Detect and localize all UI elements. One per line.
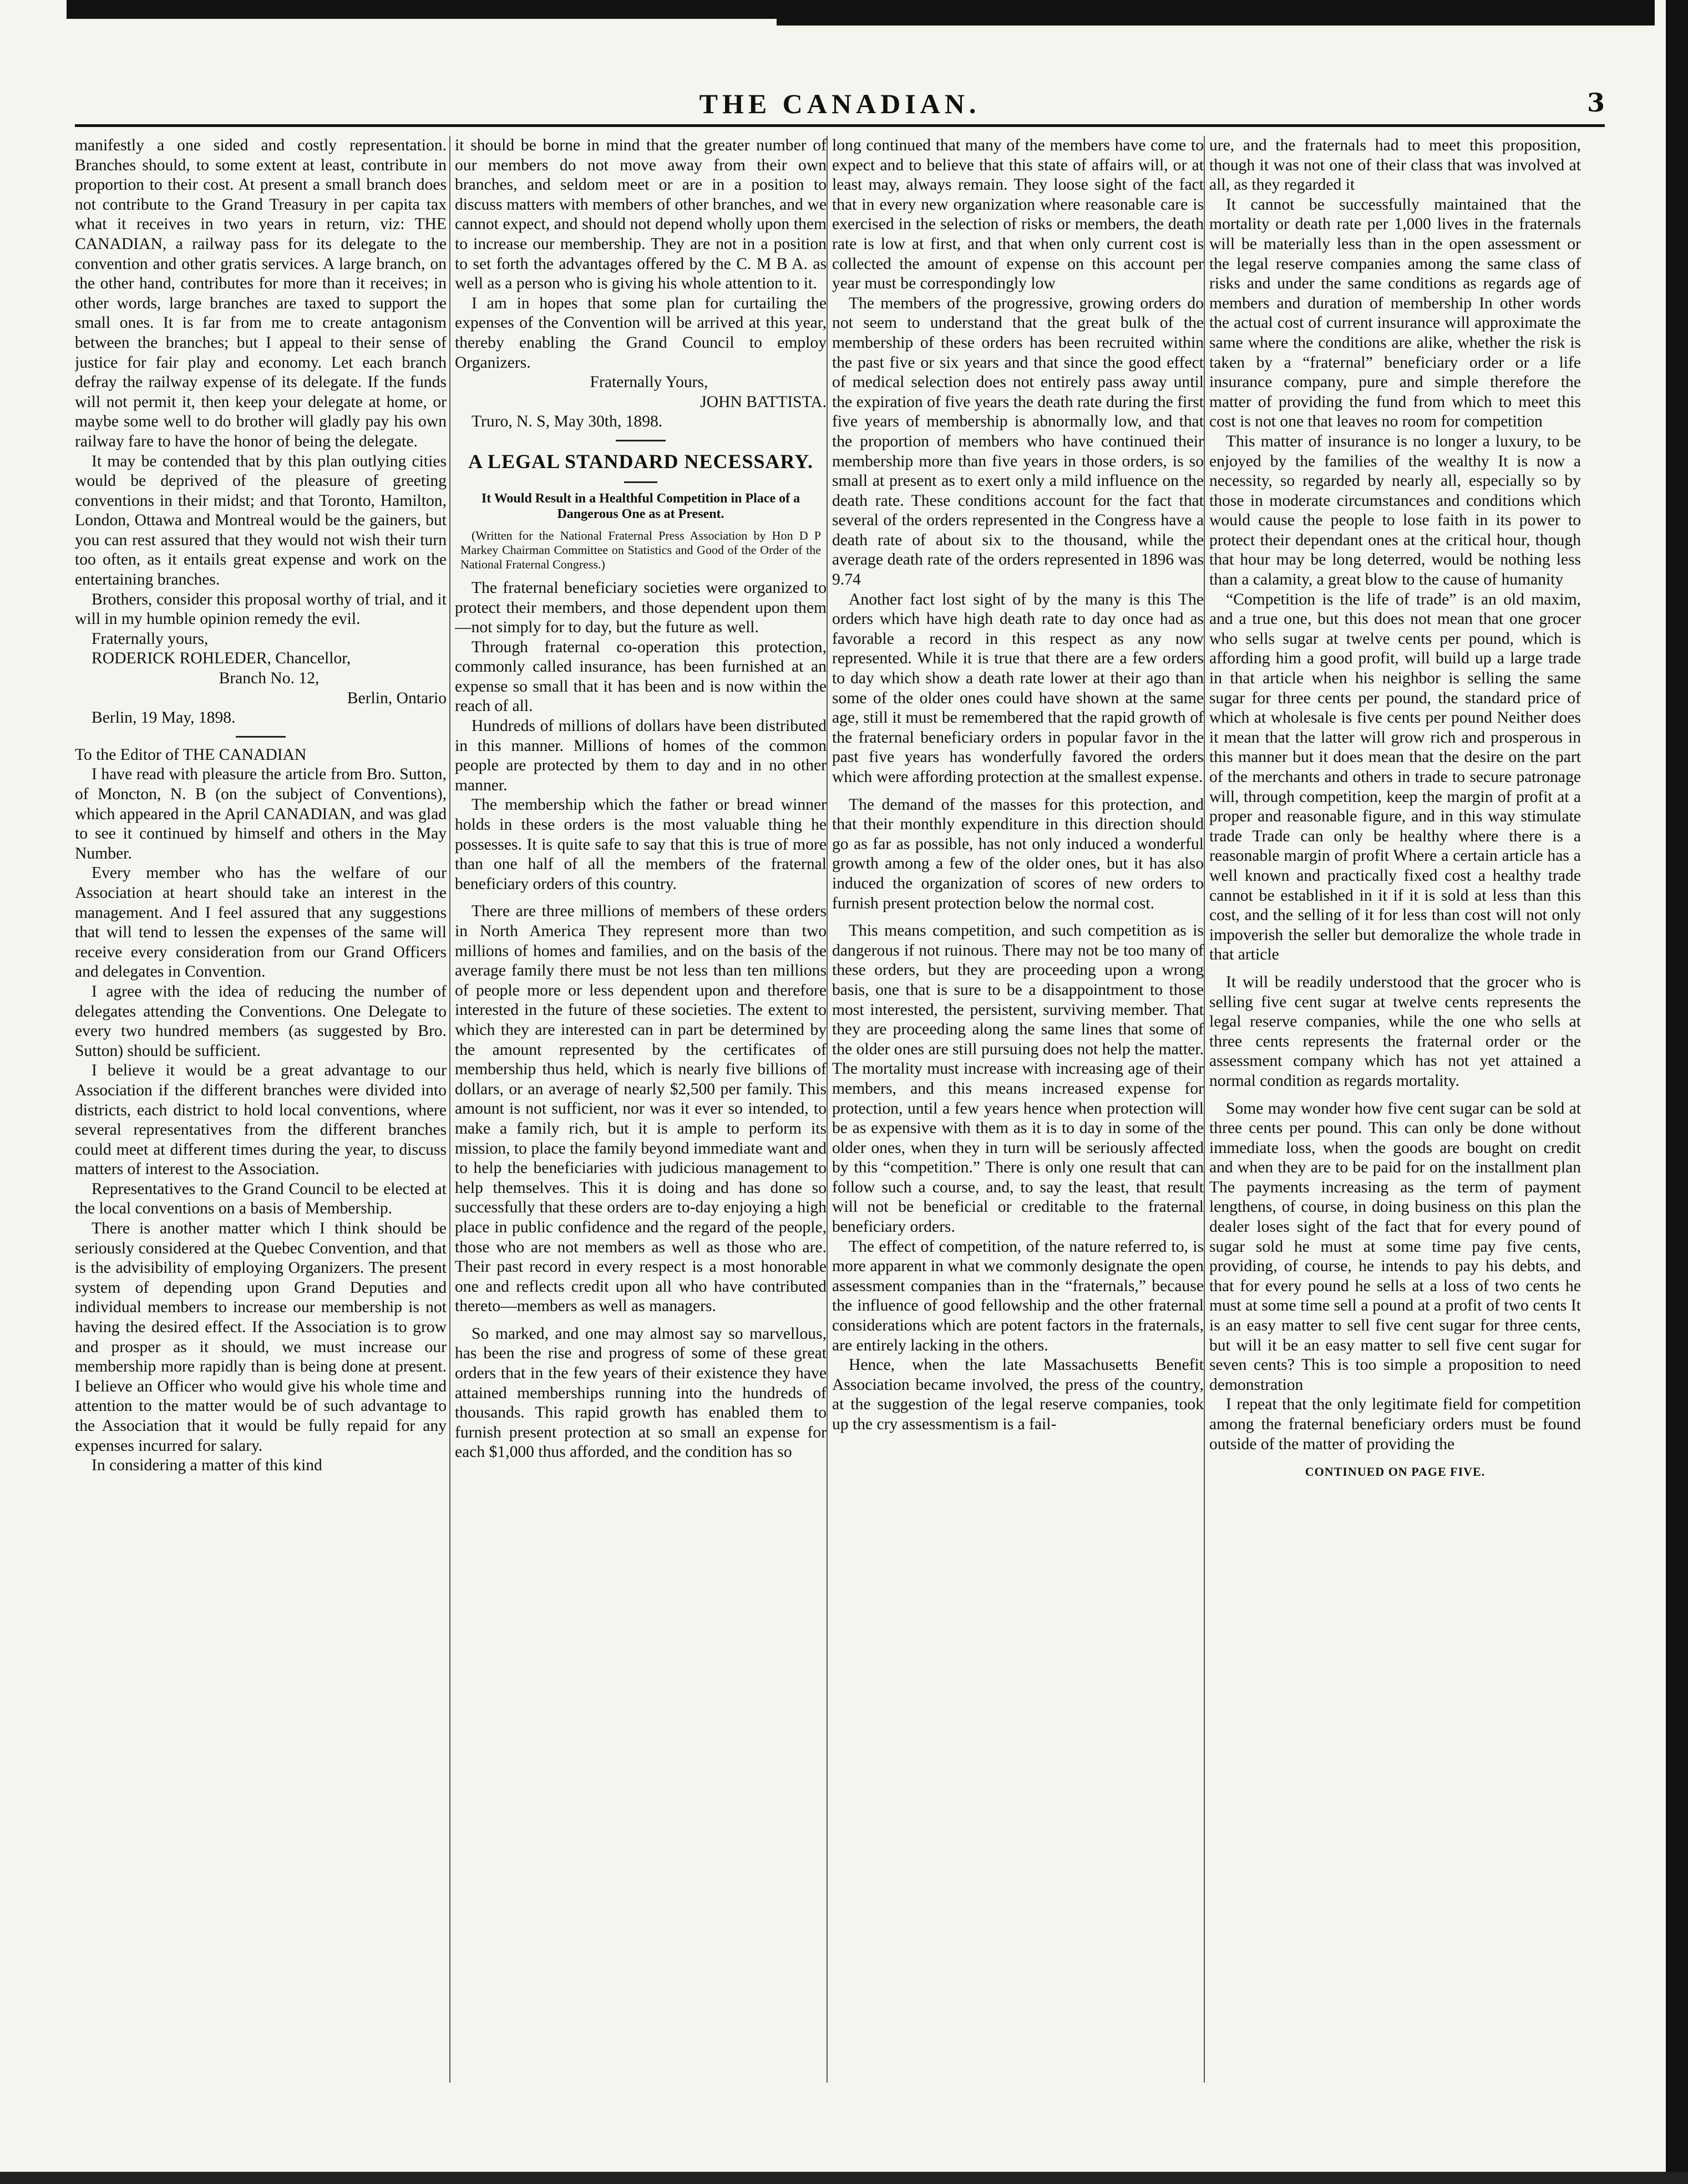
paragraph: I have read with pleasure the article from Bro. Sutton, of Moncton, N. B (on the subject of Conventions), which appeared in the April CANADIAN, and was glad to see it continued by himself and others in the May Number. xyxy=(75,765,447,862)
paragraph: This means competition, and such competition as is dangerous if not ruinous. There may not be too many of these orders, but they are proceeding upon a wrong basis, one that is sure to be a disappointment to those most interested, the persistent, surviving member. That they are proceeding along the same lines that some of the older ones are still pursuing does not help the matter. The mortality must increase with increasing age of their members, and this means increased expense for protection, until a few years hence when protection will be as expensive with them as it is to day in some of the older ones, when they in turn will be seriously affected by this “competition.” There is only one result that can follow such a course, and, to say the least, that result will not be beneficial or creditable to the fraternal beneficiary orders. xyxy=(832,922,1204,1236)
paragraph: I agree with the idea of reducing the number of delegates attending the Conventions. One Delegate to every two hundred members (as suggested by Bro. Sutton) should be sufficient. xyxy=(75,982,447,1060)
paragraph: “Competition is the life of trade” is an old maxim, and a true one, but this does not mean that one grocer who sells sugar at twelve cents per pound, which is affording him a good profit, will build up a large trade in that article when his neighbor is selling the same sugar for three cents per pound, the standard price of which at wholesale is five cents per pound Neither does it mean that the latter will grow rich and prosperous in this manner but it does mean that the desire on the part of the merchants and others in trade to secure patronage will, through competition, keep the margin of profit at a proper and reasonable figure, and in this way stimulate trade Trade can only be healthy where there is a reasonable margin of profit Where a certain article has a well known and practically fixed cost a healthy trade cannot be established in it if it is sold at less than this cost, and the selling of it for less than cost will not only impoverish the seller but demoralize the whole trade in that article xyxy=(1209,590,1581,964)
signature-line: Fraternally Yours, xyxy=(590,373,708,392)
paragraph: It cannot be successfully maintained that the mortality or death rate per 1,000 lives in the fraternals will be materially less than in the open assessment or the legal reserve companies among the same class of risks and under the same conditions as regards age of members and duration of membership In other words the actual cost of current insurance will approximate the same where the conditions are alike, whether the risk is taken by a “fraternal” beneficiary order or a life insurance company, pure and simple therefore the matter of providing the fund from which to meet this cost is not one that leaves no room for competition xyxy=(1209,195,1581,431)
paragraph: Hence, when the late Massachusetts Benefit Association became involved, the press of the country, at the suggestion of the legal reserve companies, took up the cry assessmentism is a fail- xyxy=(832,1356,1204,1433)
paragraph: The effect of competition, of the nature referred to, is more apparent in what we commonly designate the open assessment companies than in the “fraternals,” because the influence of good fellowship and the other fraternal considerations which are potent factors in the fraternals, are entirely lacking in the others. xyxy=(832,1237,1204,1354)
signature-line: RODERICK ROHLEDER, Chancellor, xyxy=(92,649,351,668)
column-3 xyxy=(832,136,1204,2083)
paragraph: The fraternal beneficiary societies were organized to protect their members, and those dependent upon them—not simply for to day, but the future as well. xyxy=(455,578,827,637)
separator xyxy=(624,481,657,483)
paragraph: In considering a matter of this kind xyxy=(92,1456,322,1475)
paragraph: I am in hopes that some plan for curtailing the expenses of the Convention will be arrived at this year, thereby enabling the Grand Council to employ Organizers. xyxy=(455,294,827,372)
column-rule xyxy=(449,136,450,2083)
header-rule xyxy=(75,124,1605,127)
page-number: 3 xyxy=(1586,88,1605,118)
paragraph: The demand of the masses for this protection, and that their monthly expenditure in this direction should go as far as possible, has not only induced a wonderful growth among a few of the older ones, but it has also induced the organization of scores of new orders to furnish present protection below the normal cost. xyxy=(832,795,1204,912)
top-border-right xyxy=(777,19,1655,26)
paragraph: Through fraternal co-operation this protection, commonly called insurance, has been furnished at an expense so small that it has been and is now within the reach of all. xyxy=(455,638,827,715)
paragraph: Representatives to the Grand Council to be elected at the local conventions on a basis of Membership. xyxy=(75,1180,447,1218)
paragraph: The membership which the father or bread winner holds in these orders is the most valuable thing he possesses. It is quite safe to say that this is true of more than one half of all the members of the fraternal beneficiary orders of this country. xyxy=(455,796,827,893)
column-rule xyxy=(1204,136,1205,2083)
paragraph: it should be borne in mind that the greater number of our members do not move away from their own branches, and seldom meet or are in a position to discuss matters with members of other branches, and we cannot expect, and should not depend wholly upon them to increase our membership. They are not in a position to set forth the advantages offered by the C. M B A. as well as a person who is giving his whole attention to it. xyxy=(455,136,827,293)
page-header xyxy=(75,88,1605,121)
letter-salutation: To the Editor of THE CANADIAN xyxy=(75,745,307,764)
paragraph: long continued that many of the members have come to expect and to believe that this state of affairs will, or at least may, always remain. They loose sight of the fact that in every new organization where reasonable care is exercised in the selection of risks or members, the death rate is low at first, and that when only current cost is collected the amount of expense on this account per year must be correspondingly low xyxy=(832,136,1204,293)
column-4 xyxy=(1209,136,1581,2077)
column-rule xyxy=(827,136,828,2083)
paragraph: The members of the progressive, growing orders do not seem to understand that the great bulk of the membership of these orders has been recruited within the past five or six years and that since the good effect of medical selection does not entirely pass away until the expiration of five years the death rate during the first five years of membership is abnormally low, and that the proportion of members who have continued their membership more than five years in those orders, is so small at present as to exert only a mild influence on the death rate. These conditions account for the fact that several of the orders represented in the Congress have a death rate of about six to the thousand, while the average death rate of the orders represented in 1896 was 9.74 xyxy=(832,294,1204,589)
signature-line: Branch No. 12, xyxy=(219,669,320,688)
paragraph: Brothers, consider this proposal worthy of trial, and it will in my humble opinion remedy the evil. xyxy=(75,590,447,628)
article-byline-note: (Written for the National Fraternal Press Association by Hon D P Markey Chairman Committee on Statistics and Good of the Order of the National Fraternal Congress.) xyxy=(460,528,821,571)
column-1 xyxy=(75,136,447,2083)
signature-line: Berlin, Ontario xyxy=(347,689,447,707)
top-border xyxy=(67,0,1655,19)
paragraph: There is another matter which I think should be seriously considered at the Quebec Convention, and that is the advisibility of employing Organizers. The present system of depending upon Grand Deputies and individual members to increase our membership is not having the desired effect. If the Association is to grow and prosper as it should, we must increase our membership more rapidly than is being done at present. I believe an Officer who would give his whole time and attention to the matter would be of such advantage to the Association that it would be fully repaid for any expenses incurred for salary. xyxy=(75,1220,447,1455)
page-edge xyxy=(1666,0,1688,2184)
signature-date: Truro, N. S, May 30th, 1898. xyxy=(472,413,663,431)
paragraph: manifestly a one sided and costly representation. Branches should, to some extent at least, contribute in proportion to their cost. At present a small branch does not contribute to the Grand Treasury in per capita tax what it receives in two years in return, viz: THE CANADIAN, a railway pass for its delegate to the convention and other gratis services. A large branch, on the other hand, contributes for more than it receives; in other words, large branches are taxed to support the small ones. It is far from me to create antagonism between the branches; but I appeal to their sense of justice for fair play and economy. Let each branch defray the railway expense of its delegate. If the funds will not permit it, then keep your delegate at home, or maybe some well to do brother will gladly pay his own railway fare to have the honor of being the delegate. xyxy=(75,136,447,450)
paragraph: It will be readily understood that the grocer who is selling five cent sugar at twelve cents represents the legal reserve companies, while the one who sells at three cents represents the fraternal order or the assessment company which has not yet attained a normal condition as regards mortality. xyxy=(1209,973,1581,1090)
paragraph: Every member who has the welfare of our Association at heart should take an interest in the management. And I feel assured that any suggestions that will tend to lessen the expenses of the same will receive every consideration from our Grand Officers and delegates in Convention. xyxy=(75,864,447,981)
paragraph: Another fact lost sight of by the many is this The orders which have high death rate to day once had as favorable a record in this respect as any now represented. While it is true that there are a few orders to day which show a death rate lower at their ago than some of the older ones could have shown at the same age, still it must be remembered that the rapid growth of the fraternal beneficiary orders in popular favor in the past five years has wonderfully favored the orders which were affording protection at the smallest expense. xyxy=(832,590,1204,786)
paragraph: There are three millions of members of these orders in North America They represent more than two millions of homes and families, and on the basis of the average family there must be not less than ten millions of people more or less dependent upon and therefore interested in the future of these societies. The extent to which they are interested can in part be determined by the amount represented by the certificates of membership thus held, which is nearly five billions of dollars, or an average of nearly $2,500 per family. This amount is not sufficient, nor was it ever so intended, to make a family rich, but it is ample to perform its mission, to place the family beyond immediate want and to help the beneficiaries with judicious management to help themselves. This it is doing and has done so successfully that these orders are to-day enjoying a high place in public confidence and the regard of the people, those who are not members as well as those who are. Their past record in every respect is a most honorable one and reflects credit upon all who have contributed thereto—members as well as managers. xyxy=(455,902,827,1316)
signature-line: Fraternally yours, xyxy=(92,629,209,648)
paragraph: Some may wonder how five cent sugar can be sold at three cents per pound. This can only be done without immediate loss, when the goods are bought on credit and when they are to be paid for on the installment plan The payments increasing as the term of payment lengthens, of course, in doing business on this plan the dealer loses sight of the fact that for every pound of sugar sold he must at some time pay five cents, providing, of course, he intends to pay his debts, and that for every pound he sells at a loss of two cents he must at some time sell a pound at a profit of two cents It is an easy matter to sell five cent sugar for three cents, but will it be an easy matter to sell five cent sugar for seven cents? This is too simple a proposition to need demonstration xyxy=(1209,1099,1581,1394)
article-subhead: It Would Result in a Healthful Competition in Place of a Dangerous One as at Present. xyxy=(481,491,800,521)
signature-line: JOHN BATTISTA. xyxy=(700,393,827,411)
newspaper-title: THE CANADIAN. xyxy=(699,88,981,119)
paragraph: This matter of insurance is no longer a luxury, to be enjoyed by the families of the wealthy It is now a necessity, so regarded by nearly all, especially so by those in moderate circumstances and conditions which would cause the people to lose faith in its power to protect their dependant ones at the critical hour, though that hour may be long deterred, would be nothing less than a calamity, a great blow to the cause of humanity xyxy=(1209,432,1581,589)
bottom-border xyxy=(0,2172,1688,2184)
continued-notice: CONTINUED ON PAGE FIVE. xyxy=(1305,1465,1486,1479)
paragraph: It may be contended that by this plan outlying cities would be deprived of the pleasure of greeting conventions in their midst; and that Toronto, Hamilton, London, Ottawa and Montreal would be the gainers, but you can rest assured that they would not wish their turn too often, as it entails great expense and work on the entertaining branches. xyxy=(75,452,447,589)
paragraph: I believe it would be a great advantage to our Association if the different branches were divided into districts, each district to hold local conventions, where several representatives from the different branches could meet at different times during the year, to discuss matters of interest to the Association. xyxy=(75,1061,447,1179)
paragraph: Hundreds of millions of dollars have been distributed in this manner. Millions of homes of the common people are protected by them to day and in no other manner. xyxy=(455,717,827,794)
separator xyxy=(616,440,666,441)
separator xyxy=(236,736,286,738)
article-headline: A LEGAL STANDARD NECESSARY. xyxy=(468,450,813,473)
paragraph: So marked, and one may almost say so marvellous, has been the rise and progress of some of these great orders that in the few years of their existence they have attained memberships running into the hundreds of thousands. This rapid growth has enabled them to furnish present protection at so small an expense for each $1,000 thus afforded, and the condition has so xyxy=(455,1324,827,1461)
signature-date: Berlin, 19 May, 1898. xyxy=(92,709,236,727)
paragraph: I repeat that the only legitimate field for competition among the fraternal beneficiary orders must be found outside of the matter of providing the xyxy=(1209,1395,1581,1453)
column-2 xyxy=(455,136,827,2083)
paragraph: ure, and the fraternals had to meet this proposition, though it was not one of their class that was involved at all, as they regarded it xyxy=(1209,136,1581,194)
